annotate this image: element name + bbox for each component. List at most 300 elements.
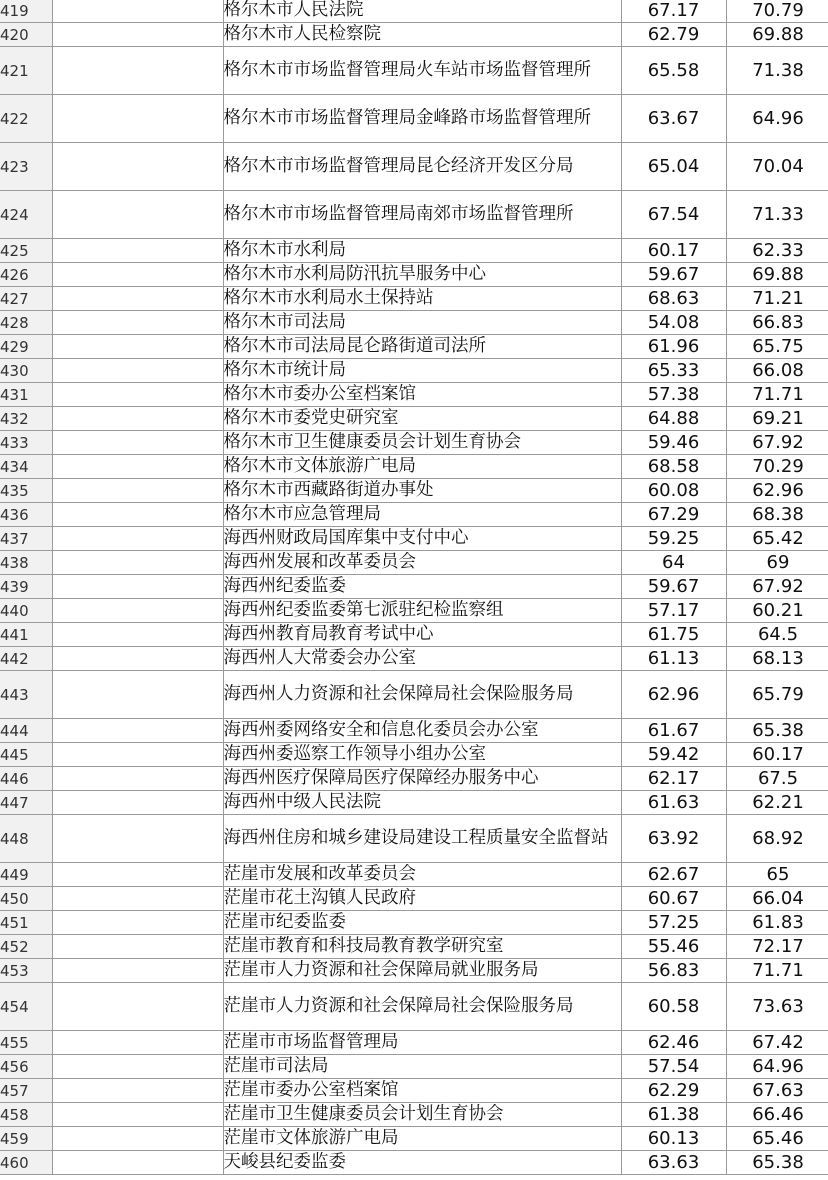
score-b-cell[interactable] xyxy=(726,0,828,23)
score-a-cell[interactable] xyxy=(621,935,726,959)
row-number-cell[interactable] xyxy=(0,287,52,311)
score-a-text: 68.58 xyxy=(647,456,700,477)
row-number-text: 442 xyxy=(0,649,29,668)
score-b-cell[interactable] xyxy=(726,1055,828,1079)
blank-cell[interactable] xyxy=(52,407,223,431)
blank-cell[interactable] xyxy=(52,503,223,527)
row-number-cell[interactable] xyxy=(0,359,52,383)
score-a-cell[interactable] xyxy=(621,791,726,815)
score-b-cell[interactable] xyxy=(726,287,828,311)
table-row xyxy=(0,791,828,815)
score-b-cell[interactable] xyxy=(726,191,828,239)
score-a-cell[interactable] xyxy=(621,887,726,911)
table-row xyxy=(0,431,828,455)
unit-name-cell[interactable] xyxy=(223,479,621,503)
row-number-text: 425 xyxy=(0,241,29,260)
blank-cell[interactable] xyxy=(52,1055,223,1079)
score-a-cell[interactable] xyxy=(621,911,726,935)
score-b-text: 67.42 xyxy=(752,1032,804,1053)
row-number-cell[interactable] xyxy=(0,1031,52,1055)
table-row xyxy=(0,1079,828,1103)
unit-name-cell[interactable] xyxy=(223,815,621,863)
row-number-text: 434 xyxy=(0,457,29,476)
score-b-cell[interactable] xyxy=(726,887,828,911)
blank-cell[interactable] xyxy=(52,359,223,383)
unit-name-cell[interactable] xyxy=(223,311,621,335)
score-b-cell[interactable] xyxy=(726,311,828,335)
unit-name-cell[interactable] xyxy=(223,791,621,815)
unit-name-text: 茫崖市市场监督管理局 xyxy=(223,1032,399,1052)
unit-name-cell[interactable] xyxy=(223,647,621,671)
score-b-cell[interactable] xyxy=(726,23,828,47)
row-number-text: 447 xyxy=(0,793,29,812)
blank-cell[interactable] xyxy=(52,95,223,143)
row-number-cell[interactable] xyxy=(0,767,52,791)
unit-name-cell[interactable] xyxy=(223,143,621,191)
unit-name-cell[interactable] xyxy=(223,23,621,47)
unit-name-cell[interactable] xyxy=(223,551,621,575)
score-a-cell[interactable] xyxy=(621,1127,726,1151)
blank-cell[interactable] xyxy=(52,431,223,455)
unit-name-cell[interactable] xyxy=(223,1031,621,1055)
score-a-text: 67.29 xyxy=(647,504,700,525)
row-number-cell[interactable] xyxy=(0,1127,52,1151)
score-a-text: 67.17 xyxy=(647,0,700,21)
score-a-text: 57.17 xyxy=(647,600,700,621)
score-b-text: 65.42 xyxy=(752,528,804,549)
score-b-cell[interactable] xyxy=(726,479,828,503)
unit-name-cell[interactable] xyxy=(223,911,621,935)
unit-name-cell[interactable] xyxy=(223,743,621,767)
unit-name-text: 格尔木市水利局 xyxy=(223,240,346,260)
unit-name-cell[interactable] xyxy=(223,263,621,287)
unit-name-cell[interactable] xyxy=(223,863,621,887)
row-number-text: 420 xyxy=(0,25,29,44)
unit-name-cell[interactable] xyxy=(223,671,621,719)
score-b-cell[interactable] xyxy=(726,1031,828,1055)
score-a-cell[interactable] xyxy=(621,1079,726,1103)
table-row xyxy=(0,1055,828,1079)
row-number-cell[interactable] xyxy=(0,815,52,863)
table-row xyxy=(0,47,828,95)
row-number-cell[interactable] xyxy=(0,575,52,599)
score-a-cell[interactable] xyxy=(621,1031,726,1055)
score-b-text: 67.5 xyxy=(757,768,799,789)
blank-cell[interactable] xyxy=(52,0,223,23)
row-number-cell[interactable] xyxy=(0,623,52,647)
score-a-cell[interactable] xyxy=(621,599,726,623)
unit-name-text: 格尔木市市场监督管理局金峰路市场监督管理所 xyxy=(223,108,591,128)
table-row xyxy=(0,311,828,335)
score-a-cell[interactable] xyxy=(621,359,726,383)
score-b-cell[interactable] xyxy=(726,431,828,455)
blank-cell[interactable] xyxy=(52,47,223,95)
unit-name-text: 海西州财政局国库集中支付中心 xyxy=(223,528,469,548)
score-a-cell[interactable] xyxy=(621,719,726,743)
unit-name-cell[interactable] xyxy=(223,983,621,1031)
unit-name-cell[interactable] xyxy=(223,575,621,599)
score-b-cell[interactable] xyxy=(726,959,828,983)
blank-cell[interactable] xyxy=(52,911,223,935)
score-b-cell[interactable] xyxy=(726,359,828,383)
row-number-text: 446 xyxy=(0,769,29,788)
score-a-text: 59.46 xyxy=(647,432,700,453)
unit-name-text: 格尔木市人民检察院 xyxy=(223,24,381,44)
score-a-text: 61.13 xyxy=(647,648,700,669)
blank-cell[interactable] xyxy=(52,599,223,623)
unit-name-cell[interactable] xyxy=(223,527,621,551)
row-number-cell[interactable] xyxy=(0,47,52,95)
score-b-cell[interactable] xyxy=(726,95,828,143)
unit-name-text: 格尔木市文体旅游广电局 xyxy=(223,456,416,476)
unit-name-cell[interactable] xyxy=(223,719,621,743)
score-a-cell[interactable] xyxy=(621,191,726,239)
row-number-text: 433 xyxy=(0,433,29,452)
row-number-cell[interactable] xyxy=(0,239,52,263)
unit-name-cell[interactable] xyxy=(223,1103,621,1127)
blank-cell[interactable] xyxy=(52,887,223,911)
score-b-text: 64.96 xyxy=(752,108,804,129)
unit-name-cell[interactable] xyxy=(223,1055,621,1079)
score-b-cell[interactable] xyxy=(726,911,828,935)
score-a-cell[interactable] xyxy=(621,959,726,983)
unit-name-text: 海西州委网络安全和信息化委员会办公室 xyxy=(223,720,539,740)
score-a-text: 61.75 xyxy=(647,624,700,645)
score-a-cell[interactable] xyxy=(621,143,726,191)
blank-cell[interactable] xyxy=(52,455,223,479)
score-b-cell[interactable] xyxy=(726,407,828,431)
row-number-cell[interactable] xyxy=(0,335,52,359)
blank-cell[interactable] xyxy=(52,551,223,575)
row-number-cell[interactable] xyxy=(0,935,52,959)
table-row xyxy=(0,671,828,719)
table-row xyxy=(0,455,828,479)
score-b-text: 66.08 xyxy=(752,360,804,381)
unit-name-cell[interactable] xyxy=(223,455,621,479)
blank-cell[interactable] xyxy=(52,719,223,743)
blank-cell[interactable] xyxy=(52,1079,223,1103)
score-b-cell[interactable] xyxy=(726,503,828,527)
unit-name-cell[interactable] xyxy=(223,0,621,23)
unit-name-cell[interactable] xyxy=(223,383,621,407)
score-a-cell[interactable] xyxy=(621,47,726,95)
score-a-text: 59.67 xyxy=(647,576,700,597)
row-number-text: 448 xyxy=(0,829,29,848)
score-b-cell[interactable] xyxy=(726,1079,828,1103)
score-a-cell[interactable] xyxy=(621,239,726,263)
score-b-cell[interactable] xyxy=(726,743,828,767)
score-b-text: 66.46 xyxy=(752,1104,804,1125)
score-b-cell[interactable] xyxy=(726,551,828,575)
row-number-text: 439 xyxy=(0,577,29,596)
table-row xyxy=(0,935,828,959)
unit-name-text: 格尔木市市场监督管理局南郊市场监督管理所 xyxy=(223,204,574,224)
score-a-cell[interactable] xyxy=(621,479,726,503)
unit-name-cell[interactable] xyxy=(223,1079,621,1103)
score-a-cell[interactable] xyxy=(621,623,726,647)
score-a-text: 61.67 xyxy=(647,720,700,741)
unit-name-cell[interactable] xyxy=(223,431,621,455)
score-b-cell[interactable] xyxy=(726,647,828,671)
score-a-text: 62.67 xyxy=(647,864,700,885)
table-row xyxy=(0,95,828,143)
row-number-text: 458 xyxy=(0,1105,29,1124)
score-a-cell[interactable] xyxy=(621,551,726,575)
score-b-text: 60.21 xyxy=(752,600,804,621)
blank-cell[interactable] xyxy=(52,863,223,887)
score-b-text: 68.92 xyxy=(752,828,804,849)
row-number-cell[interactable] xyxy=(0,671,52,719)
row-number-cell[interactable] xyxy=(0,959,52,983)
row-number-cell[interactable] xyxy=(0,1079,52,1103)
row-number-cell[interactable] xyxy=(0,0,52,23)
score-b-cell[interactable] xyxy=(726,767,828,791)
score-a-text: 63.63 xyxy=(647,1152,700,1173)
unit-name-text: 茫崖市司法局 xyxy=(223,1056,329,1076)
blank-cell[interactable] xyxy=(52,671,223,719)
unit-name-text: 格尔木市水利局水土保持站 xyxy=(223,288,434,308)
score-b-cell[interactable] xyxy=(726,791,828,815)
score-b-cell[interactable] xyxy=(726,143,828,191)
score-a-text: 62.17 xyxy=(647,768,700,789)
score-a-cell[interactable] xyxy=(621,263,726,287)
blank-cell[interactable] xyxy=(52,743,223,767)
unit-name-cell[interactable] xyxy=(223,1151,621,1175)
unit-name-cell[interactable] xyxy=(223,599,621,623)
unit-name-cell[interactable] xyxy=(223,503,621,527)
score-b-text: 71.21 xyxy=(752,288,804,309)
score-a-cell[interactable] xyxy=(621,527,726,551)
unit-name-cell[interactable] xyxy=(223,887,621,911)
score-a-cell[interactable] xyxy=(621,407,726,431)
blank-cell[interactable] xyxy=(52,767,223,791)
blank-cell[interactable] xyxy=(52,623,223,647)
blank-cell[interactable] xyxy=(52,983,223,1031)
score-b-text: 65.46 xyxy=(752,1128,804,1149)
row-number-cell[interactable] xyxy=(0,719,52,743)
score-a-text: 64 xyxy=(662,552,685,573)
score-b-cell[interactable] xyxy=(726,983,828,1031)
unit-name-cell[interactable] xyxy=(223,95,621,143)
score-a-cell[interactable] xyxy=(621,863,726,887)
score-a-text: 61.96 xyxy=(647,336,700,357)
table-row xyxy=(0,407,828,431)
row-number-cell[interactable] xyxy=(0,479,52,503)
row-number-cell[interactable] xyxy=(0,983,52,1031)
unit-name-text: 海西州纪委监委 xyxy=(223,576,346,596)
table-row xyxy=(0,911,828,935)
row-number-cell[interactable] xyxy=(0,455,52,479)
row-number-text: 430 xyxy=(0,361,29,380)
score-a-cell[interactable] xyxy=(621,431,726,455)
score-b-cell[interactable] xyxy=(726,863,828,887)
blank-cell[interactable] xyxy=(52,575,223,599)
row-number-cell[interactable] xyxy=(0,1151,52,1175)
score-a-cell[interactable] xyxy=(621,767,726,791)
row-number-cell[interactable] xyxy=(0,863,52,887)
score-a-cell[interactable] xyxy=(621,287,726,311)
unit-name-cell[interactable] xyxy=(223,239,621,263)
score-a-cell[interactable] xyxy=(621,647,726,671)
row-number-text: 435 xyxy=(0,481,29,500)
score-a-cell[interactable] xyxy=(621,1151,726,1175)
score-b-cell[interactable] xyxy=(726,263,828,287)
row-number-text: 437 xyxy=(0,529,29,548)
unit-name-cell[interactable] xyxy=(223,1127,621,1151)
score-b-cell[interactable] xyxy=(726,1103,828,1127)
unit-name-cell[interactable] xyxy=(223,623,621,647)
score-b-text: 62.96 xyxy=(752,480,804,501)
blank-cell[interactable] xyxy=(52,527,223,551)
unit-name-cell[interactable] xyxy=(223,935,621,959)
score-b-cell[interactable] xyxy=(726,623,828,647)
blank-cell[interactable] xyxy=(52,1127,223,1151)
score-a-text: 56.83 xyxy=(647,960,700,981)
blank-cell[interactable] xyxy=(52,191,223,239)
row-number-text: 440 xyxy=(0,601,29,620)
blank-cell[interactable] xyxy=(52,479,223,503)
score-a-cell[interactable] xyxy=(621,311,726,335)
score-b-cell[interactable] xyxy=(726,1127,828,1151)
row-number-cell[interactable] xyxy=(0,551,52,575)
score-b-text: 66.83 xyxy=(752,312,804,333)
score-b-cell[interactable] xyxy=(726,575,828,599)
score-a-cell[interactable] xyxy=(621,0,726,23)
table-row xyxy=(0,503,828,527)
row-number-cell[interactable] xyxy=(0,431,52,455)
blank-cell[interactable] xyxy=(52,1151,223,1175)
score-b-cell[interactable] xyxy=(726,671,828,719)
unit-name-text: 格尔木市委办公室档案馆 xyxy=(223,384,416,404)
row-number-cell[interactable] xyxy=(0,383,52,407)
table-row xyxy=(0,287,828,311)
row-number-cell[interactable] xyxy=(0,911,52,935)
score-b-text: 65 xyxy=(766,864,790,885)
score-a-cell[interactable] xyxy=(621,983,726,1031)
score-a-cell[interactable] xyxy=(621,455,726,479)
blank-cell[interactable] xyxy=(52,383,223,407)
unit-name-cell[interactable] xyxy=(223,407,621,431)
row-number-cell[interactable] xyxy=(0,263,52,287)
score-b-cell[interactable] xyxy=(726,719,828,743)
score-a-text: 54.08 xyxy=(647,312,700,333)
score-a-cell[interactable] xyxy=(621,575,726,599)
score-a-cell[interactable] xyxy=(621,1103,726,1127)
unit-name-text: 格尔木市司法局 xyxy=(223,312,346,332)
score-a-cell[interactable] xyxy=(621,503,726,527)
row-number-cell[interactable] xyxy=(0,599,52,623)
blank-cell[interactable] xyxy=(52,335,223,359)
table-row xyxy=(0,383,828,407)
blank-cell[interactable] xyxy=(52,815,223,863)
score-b-text: 73.63 xyxy=(752,996,804,1017)
score-a-cell[interactable] xyxy=(621,815,726,863)
unit-name-cell[interactable] xyxy=(223,359,621,383)
score-a-cell[interactable] xyxy=(621,671,726,719)
score-b-cell[interactable] xyxy=(726,527,828,551)
score-b-cell[interactable] xyxy=(726,239,828,263)
table-row xyxy=(0,551,828,575)
score-b-cell[interactable] xyxy=(726,935,828,959)
row-number-cell[interactable] xyxy=(0,527,52,551)
score-b-cell[interactable] xyxy=(726,335,828,359)
table-row xyxy=(0,623,828,647)
score-b-cell[interactable] xyxy=(726,455,828,479)
blank-cell[interactable] xyxy=(52,287,223,311)
score-a-cell[interactable] xyxy=(621,1055,726,1079)
row-number-cell[interactable] xyxy=(0,887,52,911)
row-number-text: 459 xyxy=(0,1129,29,1148)
row-number-text: 436 xyxy=(0,505,29,524)
score-a-cell[interactable] xyxy=(621,335,726,359)
row-number-cell[interactable] xyxy=(0,503,52,527)
row-number-cell[interactable] xyxy=(0,95,52,143)
blank-cell[interactable] xyxy=(52,647,223,671)
unit-name-text: 茫崖市委办公室档案馆 xyxy=(223,1080,399,1100)
score-a-cell[interactable] xyxy=(621,95,726,143)
row-number-text: 429 xyxy=(0,337,29,356)
blank-cell[interactable] xyxy=(52,1103,223,1127)
row-number-cell[interactable] xyxy=(0,143,52,191)
unit-name-cell[interactable] xyxy=(223,287,621,311)
blank-cell[interactable] xyxy=(52,143,223,191)
table-row xyxy=(0,479,828,503)
blank-cell[interactable] xyxy=(52,959,223,983)
score-a-cell[interactable] xyxy=(621,23,726,47)
blank-cell[interactable] xyxy=(52,23,223,47)
blank-cell[interactable] xyxy=(52,1031,223,1055)
row-number-cell[interactable] xyxy=(0,1055,52,1079)
blank-cell[interactable] xyxy=(52,263,223,287)
unit-name-cell[interactable] xyxy=(223,191,621,239)
score-b-cell[interactable] xyxy=(726,815,828,863)
unit-name-cell[interactable] xyxy=(223,47,621,95)
score-a-text: 68.63 xyxy=(647,288,700,309)
score-a-cell[interactable] xyxy=(621,743,726,767)
blank-cell[interactable] xyxy=(52,935,223,959)
row-number-cell[interactable] xyxy=(0,743,52,767)
row-number-cell[interactable] xyxy=(0,23,52,47)
score-a-text: 62.46 xyxy=(647,1032,700,1053)
blank-cell[interactable] xyxy=(52,239,223,263)
row-number-text: 455 xyxy=(0,1033,29,1052)
row-number-cell[interactable] xyxy=(0,191,52,239)
row-number-text: 422 xyxy=(0,109,29,128)
row-number-cell[interactable] xyxy=(0,407,52,431)
row-number-cell[interactable] xyxy=(0,647,52,671)
unit-name-text: 茫崖市纪委监委 xyxy=(223,912,346,932)
row-number-cell[interactable] xyxy=(0,1103,52,1127)
row-number-cell[interactable] xyxy=(0,791,52,815)
row-number-cell[interactable] xyxy=(0,311,52,335)
unit-name-text: 格尔木市市场监督管理局昆仑经济开发区分局 xyxy=(223,156,574,176)
score-b-cell[interactable] xyxy=(726,1151,828,1175)
score-a-text: 63.92 xyxy=(647,828,700,849)
unit-name-text: 格尔木市卫生健康委员会计划生育协会 xyxy=(223,432,521,452)
blank-cell[interactable] xyxy=(52,311,223,335)
unit-name-cell[interactable] xyxy=(223,767,621,791)
table-row xyxy=(0,1103,828,1127)
unit-name-cell[interactable] xyxy=(223,335,621,359)
unit-name-text: 格尔木市司法局昆仑路街道司法所 xyxy=(223,336,486,356)
score-b-cell[interactable] xyxy=(726,47,828,95)
unit-name-cell[interactable] xyxy=(223,959,621,983)
score-a-text: 57.38 xyxy=(647,384,700,405)
score-b-cell[interactable] xyxy=(726,599,828,623)
score-a-cell[interactable] xyxy=(621,383,726,407)
score-b-cell[interactable] xyxy=(726,383,828,407)
blank-cell[interactable] xyxy=(52,791,223,815)
